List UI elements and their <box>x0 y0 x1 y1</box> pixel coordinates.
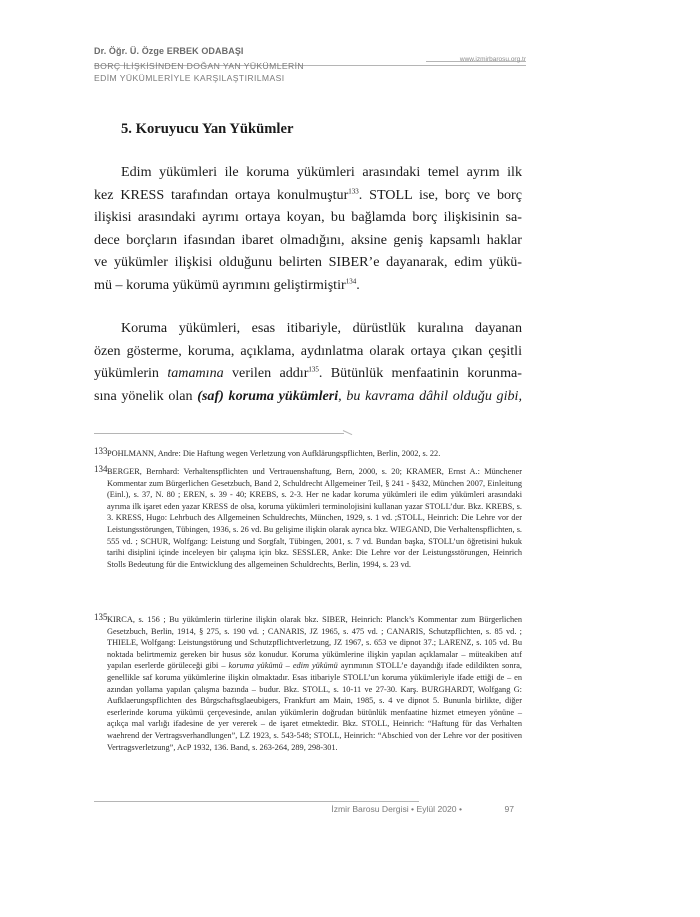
footnote-135 <box>94 614 522 753</box>
paragraph-line: mü – koruma yükümü ayrımını geliştirmiştir$^{134}$. <box>94 276 360 293</box>
author-name: Dr. Öğr. Ü. Özge ERBEK ODABAŞI <box>94 46 244 56</box>
footnote-number: 134 <box>94 464 108 474</box>
footnote-text: POHLMANN, Andre: Die Haftung wegen Verletzung von Aufklärungspflichten, Berlin, 2002, s. 22. <box>107 449 441 458</box>
paragraph-line: kez KRESS tarafından ortaya konulmuştur$^{133}$. STOLL ise, borç ve borç <box>94 186 523 203</box>
article-title-line-2: EDİM YÜKÜMLERİYLE KARŞILAŞTIRILMASI <box>94 73 285 83</box>
journal-name: İzmir Barosu Dergisi • Eylül 2020 • <box>331 804 462 814</box>
footnote-number: 135 <box>94 612 108 622</box>
footnote-number: 133 <box>94 446 108 456</box>
footer-divider <box>94 801 419 802</box>
paragraph-line: yükümlerin tamamına verilen addır$^{135}$. Bütünlük menfaatinin korunma- <box>94 365 522 381</box>
paragraph-line: özen gösterme, koruma, açıklama, aydınlatma olarak ortaya çıkan çeşitli <box>94 342 522 359</box>
page-footer <box>94 790 522 820</box>
article-title-line-1: BORÇ İLİŞKİSİNDEN DOĞAN YAN YÜKÜMLERİN <box>94 61 305 71</box>
footnote-ref-134[interactable]: 134 <box>345 276 357 285</box>
footnote-ref-133[interactable]: 133 <box>348 186 359 195</box>
article-title <box>94 60 304 84</box>
paragraph-line: sına yönelik olan (saf) koruma yükümleri, bu kavrama dâhil olduğu gibi, <box>94 387 522 404</box>
footnote-133 <box>94 448 522 460</box>
paragraph-line: Koruma yükümleri, esas itibariyle, dürüstlük kuralına dayanan <box>121 320 522 336</box>
section-heading: 5. Koruyucu Yan Yükümler <box>121 121 294 137</box>
footnote-134 <box>94 466 522 570</box>
footnote-divider <box>94 433 344 434</box>
body-paragraph-1 <box>94 161 522 296</box>
site-url[interactable]: www.izmirbarosu.org.tr <box>459 56 526 63</box>
footnote-text: KIRCA, s. 156 ; Bu yükümlerin türlerine ilişkin olarak bkz. SIBER, Heinrich: Planck’s Kommentar zum Bürgerlichen Gesetzbuch, Berlin, 1914, § 275, s. 190 vd. ; CANARIS, JZ 1965, s. 475 vd. ; CANARIS, Schutzpflichten, s. 85 vd. ; THIELE, Wolfgang: Leistungstörung und Schutzpflichtverletzung, JZ 1967, s. 653 ve dipnot 37.; LARENZ, s. 105 vd. Bu noktada belirtmemiz gereken bir husus söz konudur. Koruma yükümlerine ilişkin yapılan açıklamalar – müteakiben atıf yapılan eserlerde görüleceği gibi – koruma yükümü – edim yükümü ayrımının STOLL’e dayandığı ifade edildikten sonra, genellikle saf koruma yükümlerine ilişkin olmaktadır. Esas itibariyle STOLL’un koruma yükümleriyle ifade ettiği de – en azından yollama yapılan çalışma bazında – budur. Bkz. STOLL, s. 10-11 ve 27-30. Karş. BURGHARDT, Wolfgang G: Aufklaerungspflichten des Bürgschaftsglaeubigers, Frankfurt am Main, 1985, s. 4 ve dipnot 5. Bununla birlikte, diğer eserlerinde koruma yükümü çerçevesinde, anılan yükümlerin doğrudan bütünlük menfaatine hizmet etmeyen yönüne – açıkça mal varlığı ifadesine de yer vererek – de işaret etmektedir. Bkz. STOLL, Heinrich: “Haftung für das Verhalten waehrend der Vertragsverhandlungen”, LZ 1923, s. 543-548; STOLL, Heinrich: “Abschied von der Lehre vor der positiven Vertragsverletzung”, AcP 1932, 136. Band, s. 263-264, 289, 298-301. <box>107 615 522 752</box>
paragraph-line: ve yükümler ilişkisi olduğunu belirten SIBER’e dayanarak, edim yükü- <box>94 254 522 270</box>
footnote-ref-135[interactable]: 135 <box>308 365 319 374</box>
page-number: 97 <box>504 804 514 814</box>
page-header <box>94 41 526 91</box>
paragraph-line: ilişkisi arasındaki ayrımı ortaya koyan, bu bağlamda borç ilişkisinin sa- <box>94 209 522 225</box>
paragraph-line: dece borçların ifasından ibaret olmadığını, aksine geniş kapsamlı haklar <box>94 231 522 248</box>
footnote-text: BERGER, Bernhard: Verhaltenspflichten und Vertrauenshaftung, Bern, 2000, s. 20; KRAMER, Ernst A.: Münchener Kommentar zum Bürgerlichen Gesetzbuch, Band 2, Schuldrecht Allgemeiner Teil, § 241 - §432, München 2007, Einleitung (Einl.), s. 37, N. 80 ; EREN, s. 39 - 40; KREBS, s. 2-3. Her ne kadar koruma yükümleri ile edim yükümleri arasındaki ayrıma ilk işaret eden yazar KRESS de olsa, koruma yükümleri terminolojisini kullanan yazar STOLL’dur. Bkz. KREBS, s. 3. KRESS, Hugo: Lehrbuch des Allgemeinen Schuldrechts, München, 1929, s. 1 vd. ;STOLL, Heinrich: Die Lehre vor der Leistungsstörungen, Tübingen, 1936, s. 26 vd. Bu gelişime ilişkin olarak ayrıca bkz. WIEGAND, Die Verhaltenspflichten, s. 555 vd. ; SCHUR, Wolfgang: Leistung und Sorgfalt, Tübingen, 2001, s. 7 vd. Bundan başka, STOLL’un öğretisini hukuk tarihi disiplini içinde inceleyen bir çalışma için bkz. SESSLER, Anke: Die Lehre vor der Leistungsstörungen, Heinrich Stolls Bedeutung für die Entwicklung des allgemeinen Schuldrechts, Berlin, 1994, s. 23 vd. <box>107 467 522 569</box>
body-paragraph-2 <box>94 317 522 407</box>
paragraph-line: Edim yükümleri ile koruma yükümleri arasındaki temel ayrım ilk <box>121 164 522 180</box>
